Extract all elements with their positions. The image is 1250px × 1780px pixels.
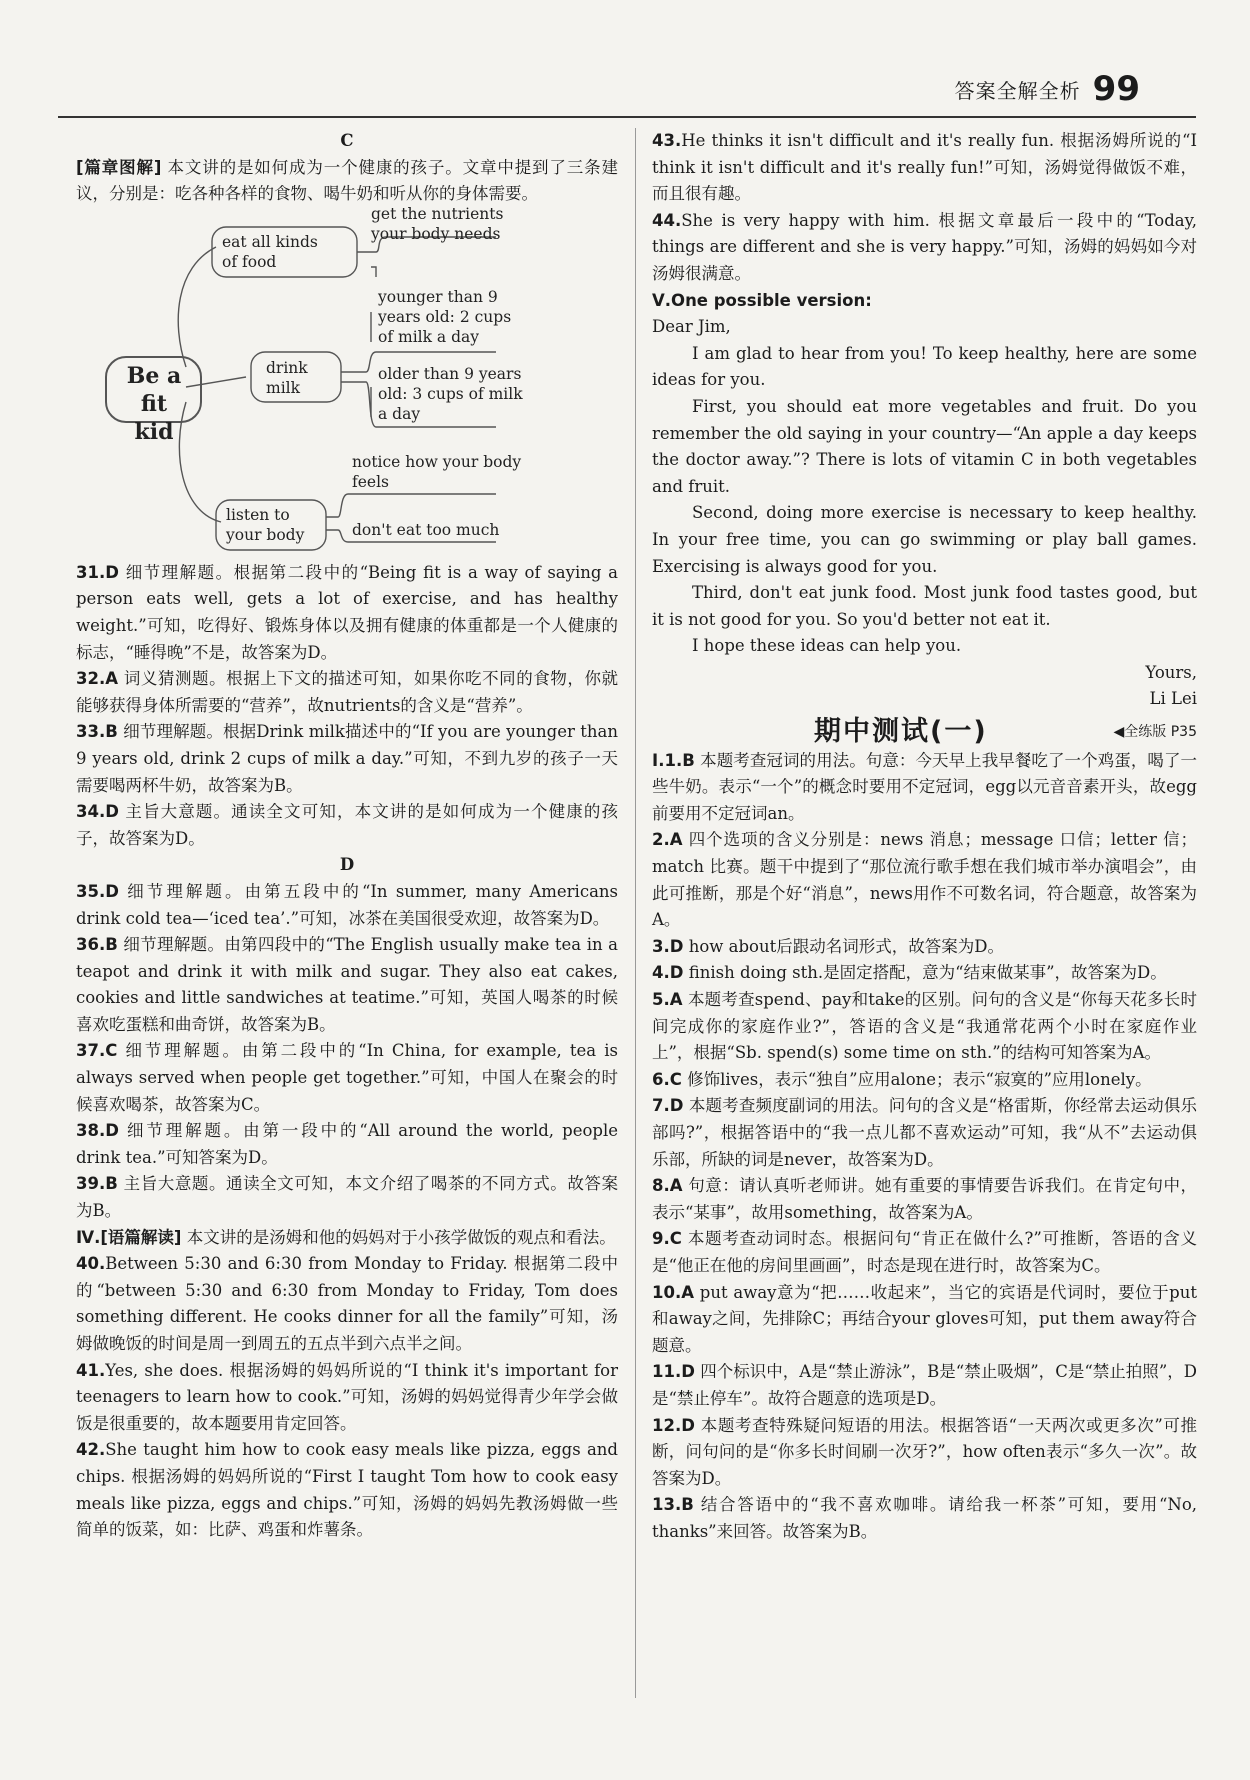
section-v-tag: Ⅴ.One possible version: bbox=[652, 290, 872, 310]
answer-36 bbox=[76, 932, 618, 1038]
mc-answer-5-num: 5.A bbox=[652, 990, 683, 1009]
mc-answer-11-text: 四个标识中，A是“禁止游泳”，B是“禁止吸烟”，C是“禁止拍照”，D是“禁止停车”。故符合题意的选项是D。 bbox=[652, 1362, 1197, 1408]
mm-bracket-b1 bbox=[371, 267, 376, 277]
mm-b2-leaf2-line3: a day bbox=[378, 404, 421, 423]
page-header bbox=[955, 66, 1140, 112]
mc-answer-5-text: 本题考查spend、pay和take的区别。问句的含义是“你每天花多长时间完成你的家庭作业?”，答语的含义是“我通常花两个小时在家庭作业上”，根据“Sb. spend(s) some time on sth.”的结构可知答案为A。 bbox=[652, 990, 1198, 1063]
mc-answer-2-text: 四个选项的含义分别是：news 消息；message 口信；letter 信；match 比赛。题干中提到了“那位流行歌手想在我们城市举办演唱会”，由此可推断，那是个好“消息”，news用作不可数名词，符合题意，故答案为A。 bbox=[652, 830, 1197, 930]
mc-answer-12-num: 12.D bbox=[652, 1415, 695, 1435]
part-d-label: D bbox=[339, 855, 355, 875]
mm-leaf-older bbox=[378, 364, 523, 424]
mc-answer-1-text: 本题考查冠词的用法。句意：今天早上我早餐吃了一个鸡蛋，喝了一些牛奶。表示“一个”的概念时要用不定冠词，egg以元音音素开头，故egg前要用不定冠词an。 bbox=[652, 750, 1198, 823]
letter-closing: Yours, bbox=[1145, 662, 1197, 682]
section-iv-text: 本文讲的是汤姆和他的妈妈对于小孩学做饭的观点和看法。 bbox=[186, 1227, 616, 1247]
letter-signature: Li Lei bbox=[1149, 689, 1197, 709]
header-title: 答案全解全析 bbox=[954, 78, 1081, 103]
mm-root-line1: Be a fit bbox=[126, 362, 182, 417]
answer-38-num: 38.D bbox=[76, 1121, 119, 1141]
section-title: 期中测试(一) bbox=[814, 716, 988, 748]
mc-answer-1 bbox=[652, 748, 1197, 828]
mm-b2-leaf1-line2: years old: 2 cups bbox=[378, 307, 512, 326]
mm-b3-leaf1-line1: notice how your body bbox=[352, 452, 522, 471]
mc-answer-13-text: 结合答语中的“我不喜欢咖啡。请给我一杯茶”可知，要用“No, thanks”来回答。故答案为B。 bbox=[652, 1495, 1197, 1541]
mc-answer-13 bbox=[652, 1492, 1197, 1545]
mc-answer-5 bbox=[652, 987, 1197, 1067]
mm-b1-line1: eat all kinds bbox=[222, 232, 318, 251]
mm-curve-mid bbox=[186, 377, 246, 387]
section-heading bbox=[652, 716, 1197, 748]
answer-42-text: She taught him how to cook easy meals like pizza, eggs and chips. 根据汤姆的妈妈所说的“First I taught Tom how to cook easy meals like pizza, eggs and chips.”可知，汤姆的妈妈先教汤姆做一些简单的饭菜，如：比萨、鸡蛋和炸薯条。 bbox=[76, 1440, 618, 1540]
mm-branch-food bbox=[222, 232, 318, 272]
mc-answer-4-text: finish doing sth.是固定搭配，意为“结束做某事”，故答案为D。 bbox=[688, 963, 1167, 983]
mc-answer-3-text: how about后跟动名词形式，故答案为D。 bbox=[688, 936, 1004, 956]
answer-34-text: 主旨大意题。通读全文可知，本文讲的是如何成为一个健康的孩子，故答案为D。 bbox=[76, 802, 619, 848]
answer-44-num: 44. bbox=[652, 210, 682, 230]
answer-39 bbox=[76, 1171, 618, 1224]
mc-answer-6 bbox=[652, 1067, 1197, 1094]
answer-43-text: He thinks it isn't difficult and it's really fun. 根据汤姆所说的“I think it isn't difficult and it's really fun!”可知，汤姆觉得做饭不难，而且很有趣。 bbox=[652, 131, 1197, 204]
mc-answer-6-num: 6.C bbox=[652, 1069, 682, 1089]
letter-paragraph-5: I hope these ideas can help you. bbox=[692, 636, 962, 656]
answer-42 bbox=[76, 1437, 618, 1543]
mc-answer-3-num: 3.D bbox=[652, 936, 684, 956]
answer-42-num: 42. bbox=[76, 1440, 106, 1460]
section-reference: ◀全练版 P35 bbox=[1113, 724, 1197, 741]
header-rule bbox=[58, 116, 1196, 118]
mc-answer-7-num: 7.D bbox=[652, 1096, 684, 1116]
mc-answer-11-num: 11.D bbox=[652, 1362, 695, 1382]
section-iv-summary bbox=[76, 1225, 618, 1252]
mind-map bbox=[76, 204, 618, 554]
mc-answer-10-text: put away意为“把……收起来”，当它的宾语是代词时，要位于put和away之间，先排除C；再结合your gloves可知，put them away符合题意。 bbox=[652, 1282, 1197, 1355]
mc-answer-3 bbox=[652, 934, 1197, 961]
mc-answer-7-text: 本题考查频度副词的用法。问句的含义是“格雷斯，你经常去运动俱乐部吗?”，根据答语中的“我一点儿都不喜欢运动”可知，我“从不”去运动俱乐部，所缺的词是never，故答案为D。 bbox=[652, 1096, 1197, 1169]
mm-root-line2: kid bbox=[134, 418, 174, 445]
mm-line-b3-leaf1 bbox=[326, 494, 496, 517]
mm-b3-leaf1-line2: feels bbox=[352, 472, 389, 491]
right-column bbox=[652, 128, 1197, 1545]
mc-answer-6-text: 修饰lives，表示“独自”应用alone；表示“寂寞的”应用lonely。 bbox=[687, 1069, 1152, 1089]
mm-b2-leaf2-line1: older than 9 years bbox=[378, 364, 522, 383]
answer-32-num: 32.A bbox=[76, 669, 118, 689]
mm-b2-leaf1-line1: younger than 9 bbox=[378, 287, 498, 306]
mm-leaf-younger bbox=[378, 287, 511, 347]
letter-paragraph-4: Third, don't eat junk food. Most junk food tastes good, but it is not good for you. So you'd better not eat it. bbox=[652, 583, 1197, 629]
mc-answer-2 bbox=[652, 827, 1197, 933]
letter-paragraph-3: Second, doing more exercise is necessary to keep healthy. In your free time, you can go swimming or play ball games. Exercising is always good for you. bbox=[652, 503, 1197, 576]
letter-paragraph-2: First, you should eat more vegetables and fruit. Do you remember the old saying in your country—“An apple a day keeps the doctor away.”? There is lots of vitamin C in both vegetables and fruit. bbox=[652, 396, 1197, 496]
answer-31 bbox=[76, 560, 618, 666]
mc-answer-1-num: Ⅰ.1.B bbox=[652, 750, 695, 770]
answer-33 bbox=[76, 719, 618, 799]
mc-answer-11 bbox=[652, 1359, 1197, 1412]
mc-answer-4-num: 4.D bbox=[652, 963, 684, 983]
answer-34-num: 34.D bbox=[76, 802, 119, 822]
answer-36-num: 36.B bbox=[76, 935, 118, 955]
answer-41-num: 41. bbox=[76, 1360, 106, 1380]
answer-44-text: She is very happy with him. 根据文章最后一段中的“Today, things are different and she is very happy.”可知，汤姆的妈妈如今对汤姆很满意。 bbox=[652, 210, 1197, 283]
answer-35 bbox=[76, 879, 618, 932]
mm-root bbox=[114, 362, 194, 446]
answer-38-text: 细节理解题。由第一段中的“All around the world, people drink tea.”可知答案为D。 bbox=[76, 1121, 618, 1167]
answer-41 bbox=[76, 1358, 618, 1438]
answer-37-num: 37.C bbox=[76, 1041, 118, 1061]
answer-35-text: 细节理解题。由第五段中的“In summer, many Americans drink cold tea—‘iced tea’.”可知，冰茶在美国很受欢迎，故答案为D。 bbox=[76, 881, 618, 928]
mc-answer-13-num: 13.B bbox=[652, 1495, 694, 1515]
mm-b3-line2: your body bbox=[226, 525, 305, 544]
letter-greeting: Dear Jim, bbox=[652, 317, 731, 337]
mm-branch-body bbox=[226, 505, 304, 545]
mm-leaf-dont-eat bbox=[352, 520, 499, 540]
answer-39-text: 主旨大意题。通读全文可知，本文介绍了喝茶的不同方式。故答案为B。 bbox=[76, 1174, 618, 1221]
mc-answer-2-num: 2.A bbox=[652, 830, 683, 850]
mm-leaf-nutrients bbox=[371, 204, 503, 244]
mc-answer-9 bbox=[652, 1226, 1197, 1279]
answer-32-text: 词义猜测题。根据上下文的描述可知，如果你吃不同的食物，你就能够获得身体所需要的“营养”，故nutrients的含义是“营养”。 bbox=[76, 669, 619, 715]
answer-40-num: 40. bbox=[76, 1254, 106, 1274]
answer-40-text: Between 5:30 and 6:30 from Monday to Friday. 根据第二段中的“between 5:30 and 6:30 from Monday to Friday, Tom does something different. He cooks dinner for all the family”可知，汤姆做晚饭的时间是周一到周五的五点半到六点半之间。 bbox=[76, 1254, 618, 1353]
answer-43 bbox=[652, 128, 1197, 208]
mm-b1-leaf-line2: your body needs bbox=[371, 224, 501, 243]
mc-answer-12 bbox=[652, 1413, 1197, 1493]
mm-b3-line1: listen to bbox=[226, 505, 290, 524]
letter-paragraph-1: I am glad to hear from you! To keep healthy, here are some ideas for you. bbox=[652, 343, 1197, 390]
mm-b2-line1: drink bbox=[266, 358, 308, 377]
answer-31-text: 细节理解题。根据第二段中的“Being fit is a way of saying a person eats well, gets a lot of exercise, and has healthy weight.”可知，吃得好、锻炼身体以及拥有健康的体重都是一个人健康的标志，“睡得晚”不是，故答案为D。 bbox=[76, 562, 618, 662]
mc-answer-4 bbox=[652, 960, 1197, 987]
mc-answer-8-text: 句意：请认真听老师讲。她有重要的事情要告诉我们。在肯定句中，表示“某事”，故用something，故答案为A。 bbox=[652, 1176, 1198, 1222]
summary-paragraph bbox=[76, 155, 618, 208]
answer-35-num: 35.D bbox=[76, 881, 119, 901]
answer-32 bbox=[76, 666, 618, 719]
answer-40 bbox=[76, 1251, 618, 1357]
mc-answer-10 bbox=[652, 1280, 1197, 1360]
part-c-label: C bbox=[340, 131, 354, 150]
mc-answer-9-num: 9.C bbox=[652, 1229, 682, 1249]
answer-41-text: Yes, she does. 根据汤姆的妈妈所说的“I think it's important for teenagers to learn how to cook.”可知，汤姆的妈妈觉得青少年学会做饭是很重要的，故本题要用肯定回答。 bbox=[76, 1360, 618, 1433]
answer-33-num: 33.B bbox=[76, 722, 118, 742]
mc-answer-9-text: 本题考查动词时态。根据问句“肯正在做什么?”可推断，答语的含义是“他正在他的房间里画画”，时态是现在进行时，故答案为C。 bbox=[652, 1229, 1197, 1275]
mc-answer-8-num: 8.A bbox=[652, 1176, 683, 1196]
mm-b1-leaf-line1: get the nutrients bbox=[371, 204, 504, 223]
answer-38 bbox=[76, 1118, 618, 1171]
answer-34 bbox=[76, 799, 618, 852]
answer-37-text: 细节理解题。由第二段中的“In China, for example, tea is always served when people get together.”可知，中国人在聚会的时候喜欢喝茶，故答案为C。 bbox=[76, 1041, 618, 1114]
answer-44 bbox=[652, 208, 1197, 288]
column-divider bbox=[635, 128, 636, 1698]
mc-answer-8 bbox=[652, 1173, 1197, 1226]
left-column bbox=[76, 128, 618, 1544]
mm-b2-leaf1-line3: of milk a day bbox=[378, 327, 480, 346]
mm-b2-line2: milk bbox=[266, 378, 301, 397]
summary-text: 本文讲的是如何成为一个健康的孩子。文章中提到了三条建议，分别是：吃各种各样的食物、喝牛奶和听从你的身体需要。 bbox=[76, 157, 618, 204]
summary-tag: [篇章图解] bbox=[76, 157, 162, 177]
page-number: 99 bbox=[1092, 69, 1140, 109]
mm-leaf-notice bbox=[352, 452, 521, 492]
mm-b2-leaf2-line2: old: 3 cups of milk bbox=[378, 384, 523, 403]
mm-curve-top bbox=[178, 247, 216, 367]
answer-33-text: 细节理解题。根据Drink milk描述中的“If you are younger than 9 years old, drink 2 cups of milk a day.”可知，不到九岁的孩子一天需要喝两杯牛奶，故答案为B。 bbox=[76, 722, 618, 795]
mm-b1-line2: of food bbox=[222, 252, 277, 271]
mm-b3-leaf2-line1: don't eat too much bbox=[352, 520, 500, 539]
answer-43-num: 43. bbox=[652, 131, 682, 150]
answer-37 bbox=[76, 1038, 618, 1118]
mc-answer-12-text: 本题考查特殊疑问短语的用法。根据答语“一天两次或更多次”可推断，问句问的是“你多长时间刷一次牙?”，how often表示“多久一次”。故答案为D。 bbox=[652, 1415, 1197, 1488]
answer-31-num: 31.D bbox=[76, 562, 119, 582]
answer-39-num: 39.B bbox=[76, 1174, 118, 1194]
mc-answer-7 bbox=[652, 1093, 1197, 1173]
answer-36-text: 细节理解题。由第四段中的“The English usually make tea in a teapot and drink it with milk and sugar. They also eat cakes, cookies and little sandwiches at teatime.”可知，英国人喝茶的时候喜欢吃蛋糕和曲奇饼，故答案为B。 bbox=[76, 935, 619, 1034]
mc-answer-10-num: 10.A bbox=[652, 1282, 694, 1302]
section-iv-tag: Ⅳ.[语篇解读] bbox=[76, 1227, 182, 1247]
mm-branch-milk bbox=[266, 358, 308, 398]
